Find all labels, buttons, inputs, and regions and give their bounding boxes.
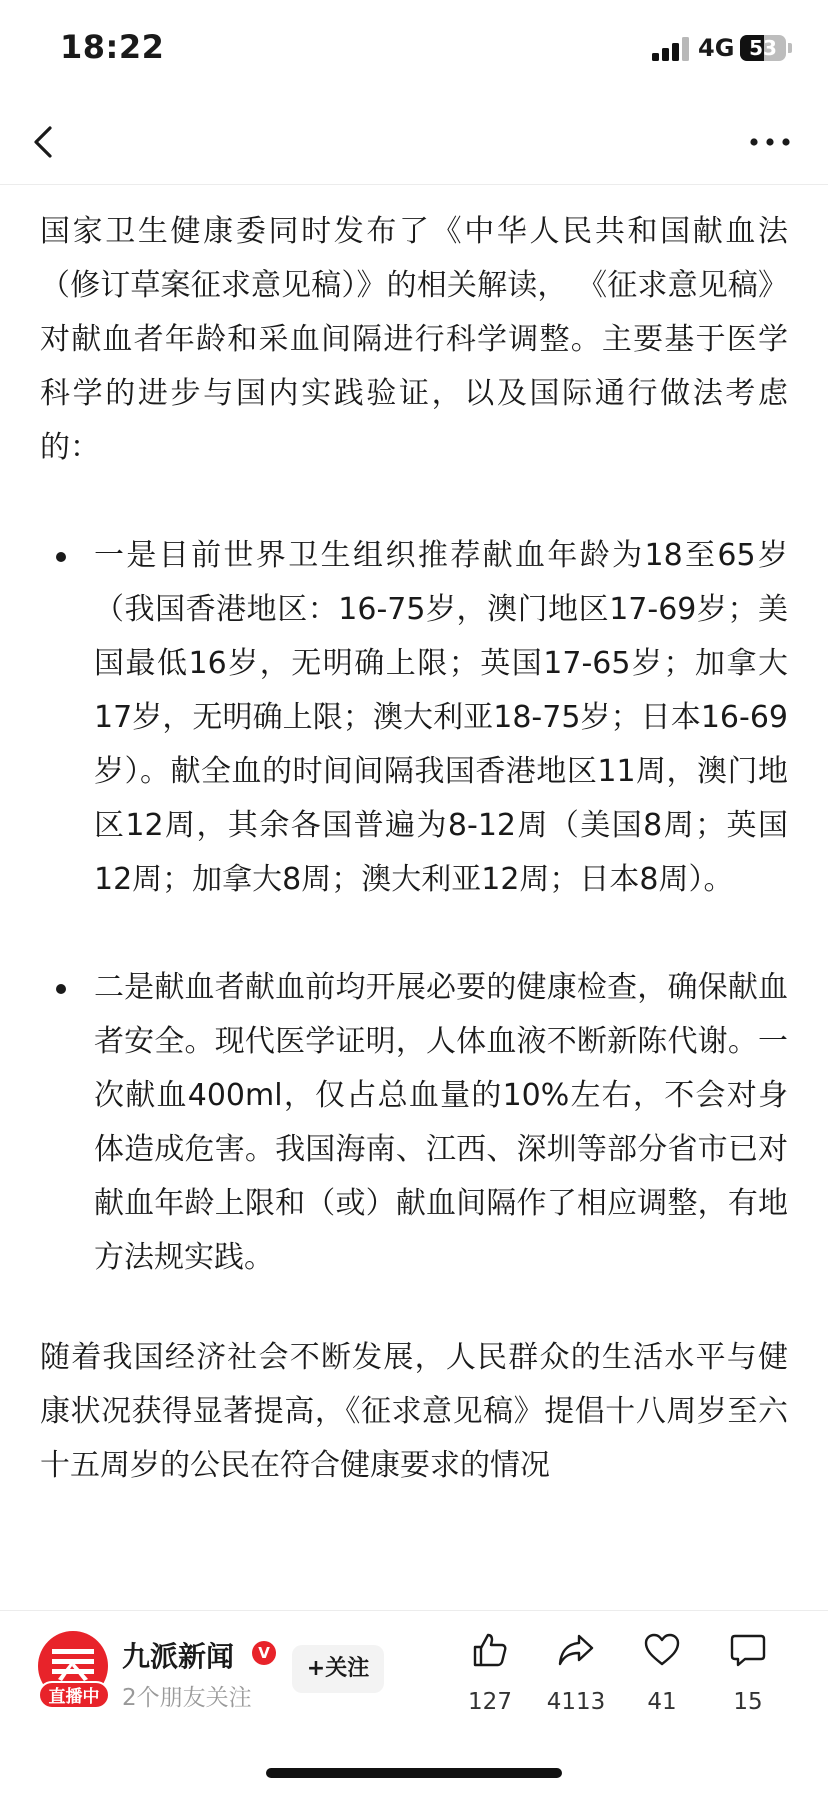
signal-icon [652,37,690,61]
nav-bar [0,100,828,185]
follow-button[interactable]: +关注 [292,1645,384,1693]
battery-level: 53 [749,36,777,60]
network-type: 4G [698,34,735,62]
share-count: 4113 [546,1689,606,1715]
author-name[interactable]: 九派新闻 [122,1640,235,1673]
share-button[interactable] [538,1631,614,1731]
favorite-count: 41 [647,1689,677,1715]
article-paragraph: 随着我国经济社会不断发展，人民群众的生活水平与健康状况获得显著提高，《征求意见稿》提倡十八周岁至六十五周岁的公民在符合健康要求的情况 [40,1340,788,1483]
comment-button[interactable] [710,1631,786,1731]
status-bar [0,0,828,100]
bullet-list [40,529,788,1285]
list-item [40,529,788,907]
bullet-text: 一是目前世界卫生组织推荐献血年龄为18至65岁（我国香港地区：16-75岁，澳门地区17-69岁；美国最低16岁，无明确上限；英国17-65岁；加拿大17岁，无明确上限；澳大利亚18-75岁；日本16-69岁）。献全血的时间间隔我国香港地区11周，澳门地区12周，其余各国普遍为8-12周（美国8周；英国12周；加拿大8周；澳大利亚12周；日本8周）。 [94,538,788,897]
comment-count: 15 [733,1689,763,1715]
home-indicator[interactable] [266,1768,562,1778]
like-button[interactable] [452,1631,528,1731]
more-dots-icon [746,120,794,164]
favorite-button[interactable] [624,1631,700,1731]
more-button[interactable] [746,120,794,164]
list-item [40,961,788,1285]
thumbs-up-icon [471,1631,509,1669]
verified-badge-icon: V [252,1641,276,1665]
comment-icon [729,1631,767,1669]
article-paragraph: 国家卫生健康委同时发布了《中华人民共和国献血法（修订草案征求意见稿）》的相关解读， 《征求意见稿》对献血者年龄和采血间隔进行科学调整。主要基于医学科学的进步与国内实践验证，以及国际通行做法考虑的： [40,214,788,465]
share-icon [557,1631,595,1669]
bullet-dot [56,552,66,562]
followers-text: 2个朋友关注 [122,1685,252,1711]
heart-icon [643,1631,681,1669]
status-time: 18:22 [60,28,165,66]
back-button[interactable] [28,120,68,164]
bullet-dot [56,984,66,994]
like-count: 127 [468,1689,512,1715]
bullet-text: 二是献血者献血前均开展必要的健康检查，确保献血者安全。现代医学证明，人体血液不断新陈代谢。一次献血400ml，仅占总血量的10%左右，不会对身体造成危害。我国海南、江西、深圳等部分省市已对献血年龄上限和（或）献血间隔作了相应调整，有地方法规实践。 [94,970,788,1275]
article-body [40,205,788,1493]
bottom-action-bar [0,1610,828,1793]
live-badge[interactable]: 直播中 [38,1681,110,1709]
battery-icon [740,35,786,61]
chevron-left-icon [28,120,68,164]
